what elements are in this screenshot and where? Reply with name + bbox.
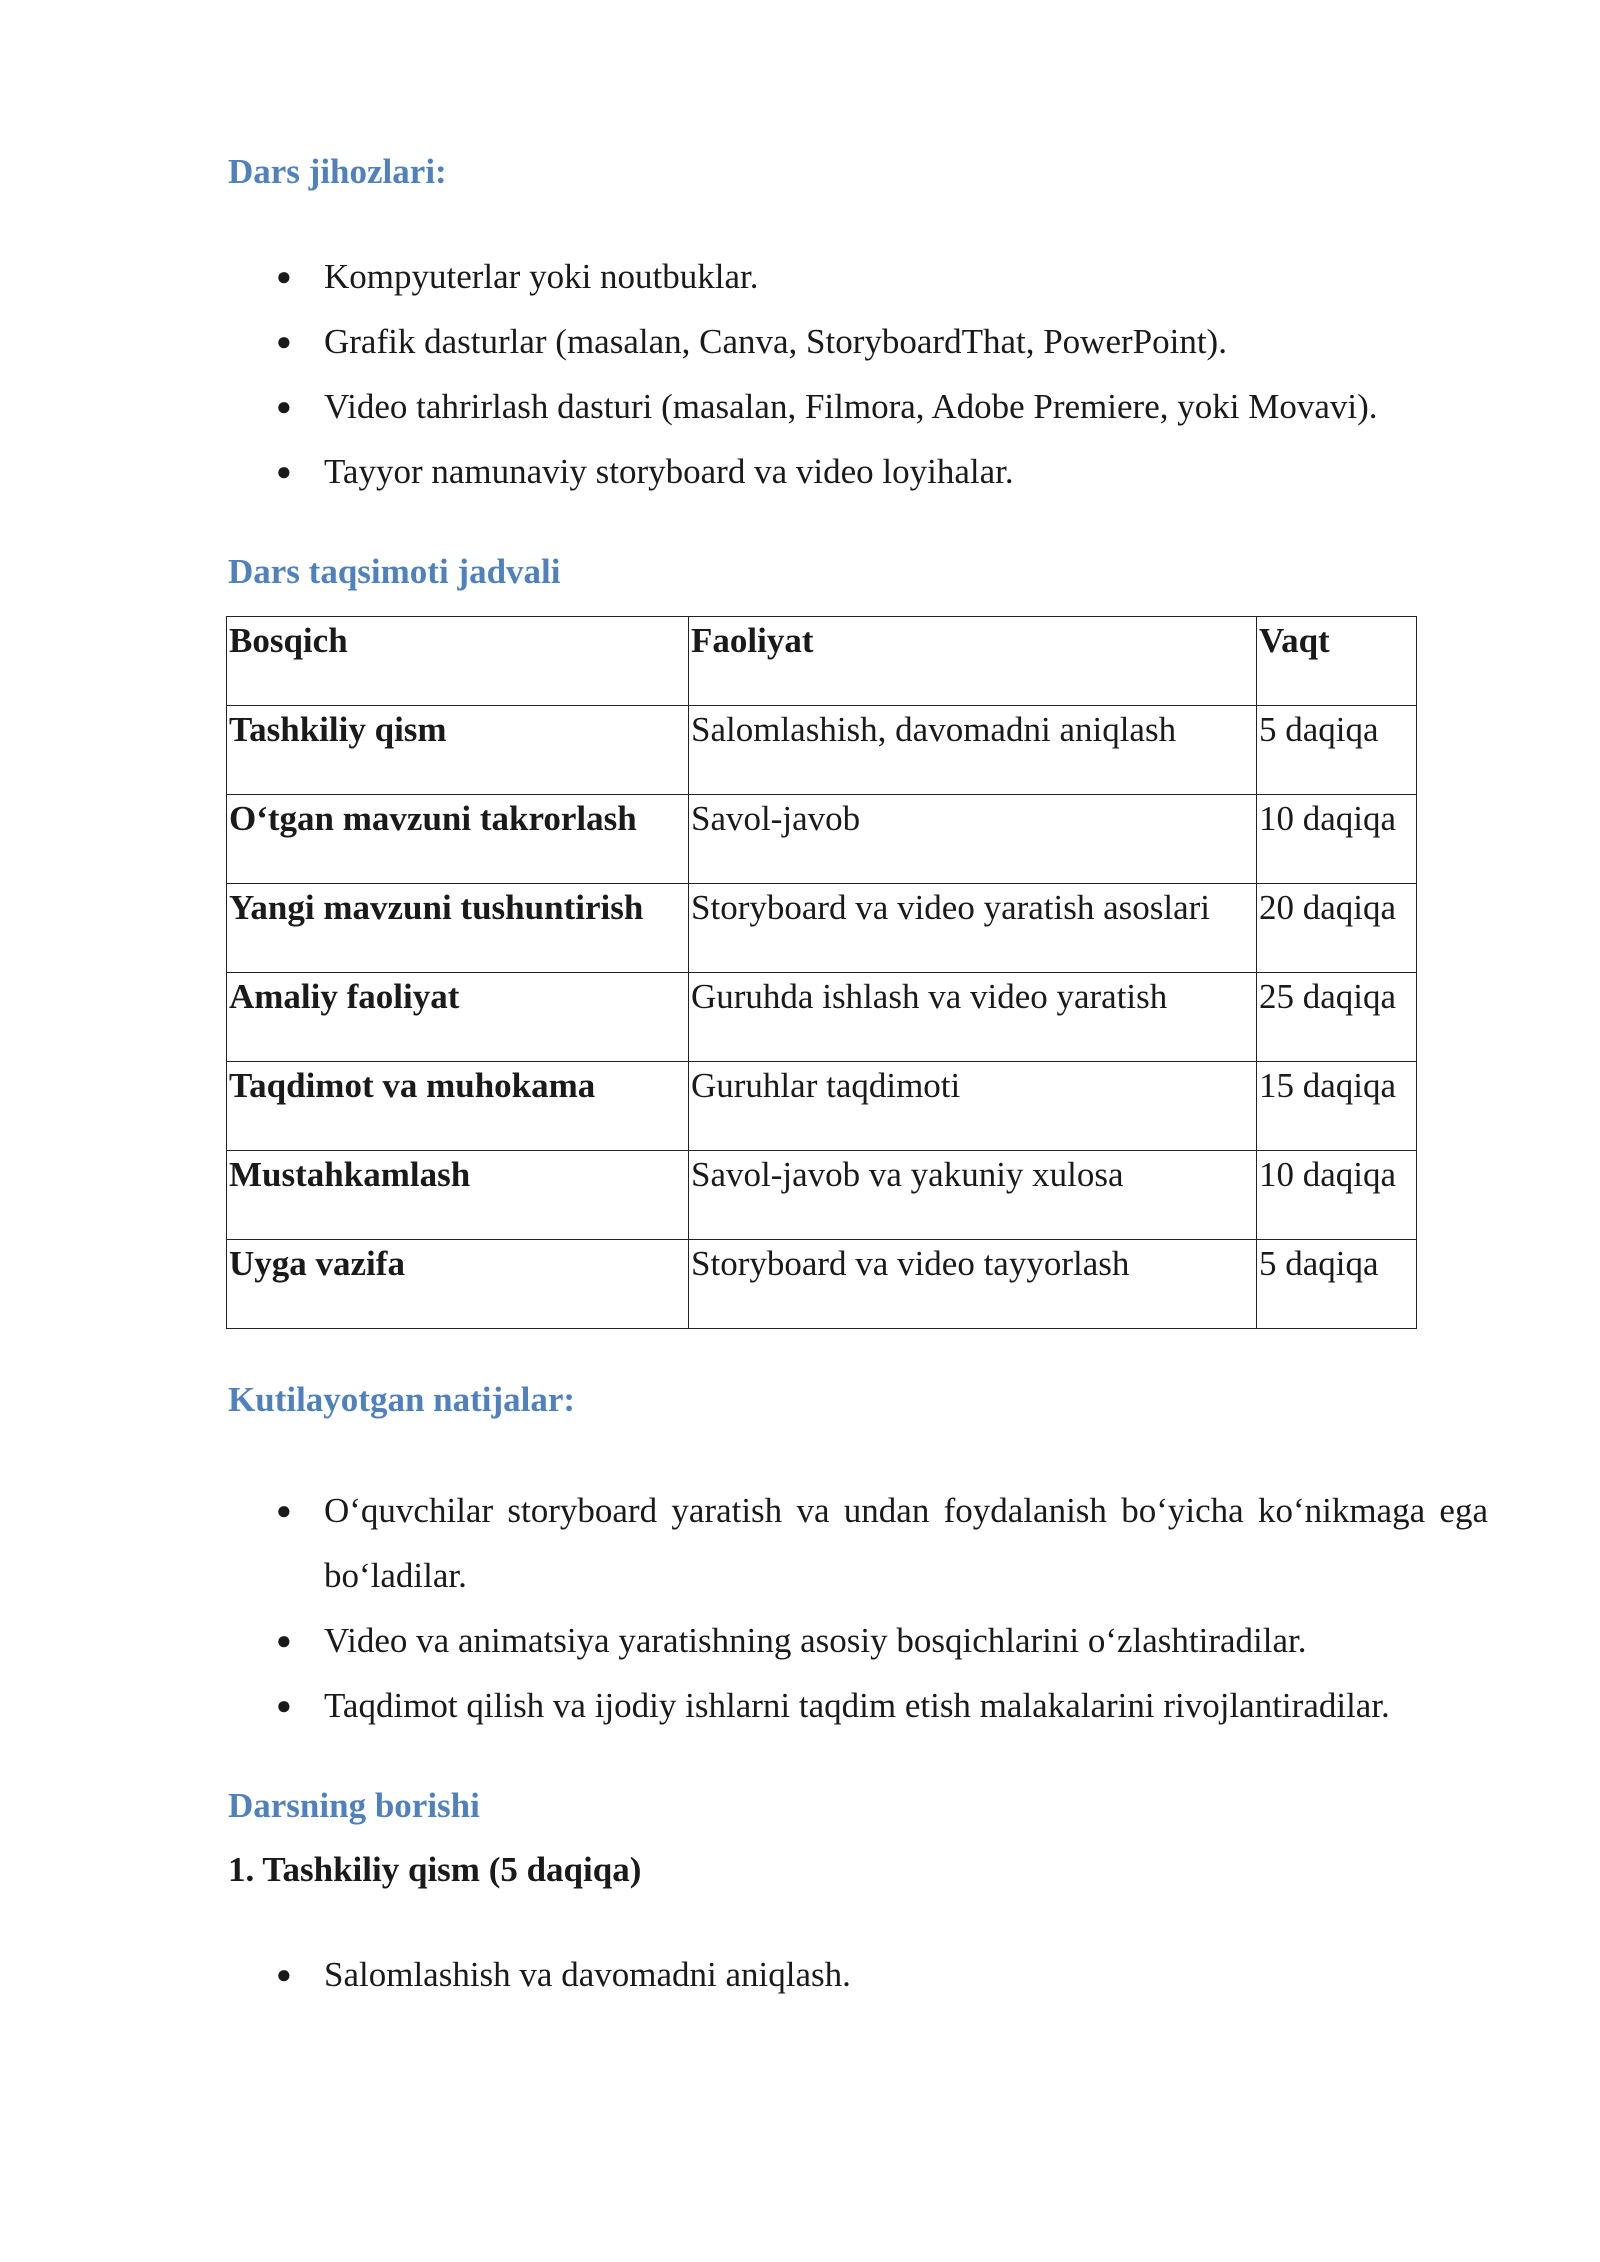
bullet-dot-icon: ● [276, 1626, 292, 1655]
column-header-stage: Bosqich [227, 617, 689, 706]
bullet-dot-icon: ● [276, 262, 292, 291]
bullet-dot-icon: ● [276, 327, 292, 356]
table-row [227, 973, 1417, 1062]
table-cell-stage: Amaliy faoliyat [227, 973, 689, 1062]
table-cell-stage: Taqdimot va muhokama [227, 1062, 689, 1151]
table-cell-activity: Savol-javob [689, 795, 1257, 884]
bullet-dot-icon: ● [276, 392, 292, 421]
list-item: ● Tayyor namunaviy storyboard va video loyihalar. [228, 439, 1488, 504]
column-header-activity: Faoliyat [689, 617, 1257, 706]
bullet-dot-icon: ● [276, 1960, 292, 1989]
table-row [227, 1151, 1417, 1240]
table-row [227, 706, 1417, 795]
table-cell-activity: Storyboard va video yaratish asoslari [689, 884, 1257, 973]
table-cell-activity: Savol-javob va yakuniy xulosa [689, 1151, 1257, 1240]
table-cell-time: 5 daqiqa [1257, 706, 1417, 795]
table-cell-time: 20 daqiqa [1257, 884, 1417, 973]
bullet-dot-icon: ● [276, 1496, 292, 1525]
step1-list [228, 1942, 1488, 2007]
table-header-row [227, 617, 1417, 706]
list-item: ● Taqdimot qilish va ijodiy ishlarni taqdim etish malakalarini rivojlantiradilar. [228, 1673, 1488, 1738]
list-item: ● Video tahrirlash dasturi (masalan, Filmora, Adobe Premiere, yoki Movavi). [228, 374, 1488, 439]
table-cell-activity: Storyboard va video tayyorlash [689, 1240, 1257, 1329]
table-row [227, 884, 1417, 973]
table-cell-activity: Salomlashish, davomadni aniqlash [689, 706, 1257, 795]
table-cell-stage: Yangi mavzuni tushuntirish [227, 884, 689, 973]
table-row [227, 1240, 1417, 1329]
table-cell-time: 25 daqiqa [1257, 973, 1417, 1062]
list-item: ● Kompyuterlar yoki noutbuklar. [228, 244, 1488, 309]
outcomes-heading: Kutilayotgan natijalar: [228, 1380, 576, 1419]
bullet-dot-icon: ● [276, 457, 292, 486]
list-item: ● Grafik dasturlar (masalan, Canva, StoryboardThat, PowerPoint). [228, 309, 1488, 374]
progress-heading: Darsning borishi [228, 1786, 480, 1825]
column-header-time: Vaqt [1257, 617, 1417, 706]
equipment-heading: Dars jihozlari: [228, 152, 447, 191]
table-cell-stage: Uyga vazifa [227, 1240, 689, 1329]
table-row [227, 1062, 1417, 1151]
table-cell-time: 10 daqiqa [1257, 795, 1417, 884]
schedule-heading: Dars taqsimoti jadvali [228, 552, 561, 591]
schedule-table [226, 616, 1417, 1329]
table-cell-activity: Guruhlar taqdimoti [689, 1062, 1257, 1151]
table-cell-time: 10 daqiqa [1257, 1151, 1417, 1240]
table-cell-stage: Mustahkamlash [227, 1151, 689, 1240]
bullet-dot-icon: ● [276, 1691, 292, 1720]
table-row [227, 795, 1417, 884]
list-item: ● Video va animatsiya yaratishning asosiy bosqichlarini o‘zlashtiradilar. [228, 1608, 1488, 1673]
table-cell-stage: Tashkiliy qism [227, 706, 689, 795]
outcomes-list [228, 1478, 1488, 1738]
list-item: ● O‘quvchilar storyboard yaratish va undan foydalanish bo‘yicha ko‘nikmaga ega bo‘ladilar. [228, 1478, 1488, 1608]
table-cell-time: 5 daqiqa [1257, 1240, 1417, 1329]
table-cell-stage: O‘tgan mavzuni takrorlash [227, 795, 689, 884]
table-cell-time: 15 daqiqa [1257, 1062, 1417, 1151]
step1-title: 1. Tashkiliy qism (5 daqiqa) [228, 1850, 642, 1889]
table-cell-activity: Guruhda ishlash va video yaratish [689, 973, 1257, 1062]
equipment-list [228, 244, 1488, 504]
list-item: ● Salomlashish va davomadni aniqlash. [228, 1942, 1488, 2007]
